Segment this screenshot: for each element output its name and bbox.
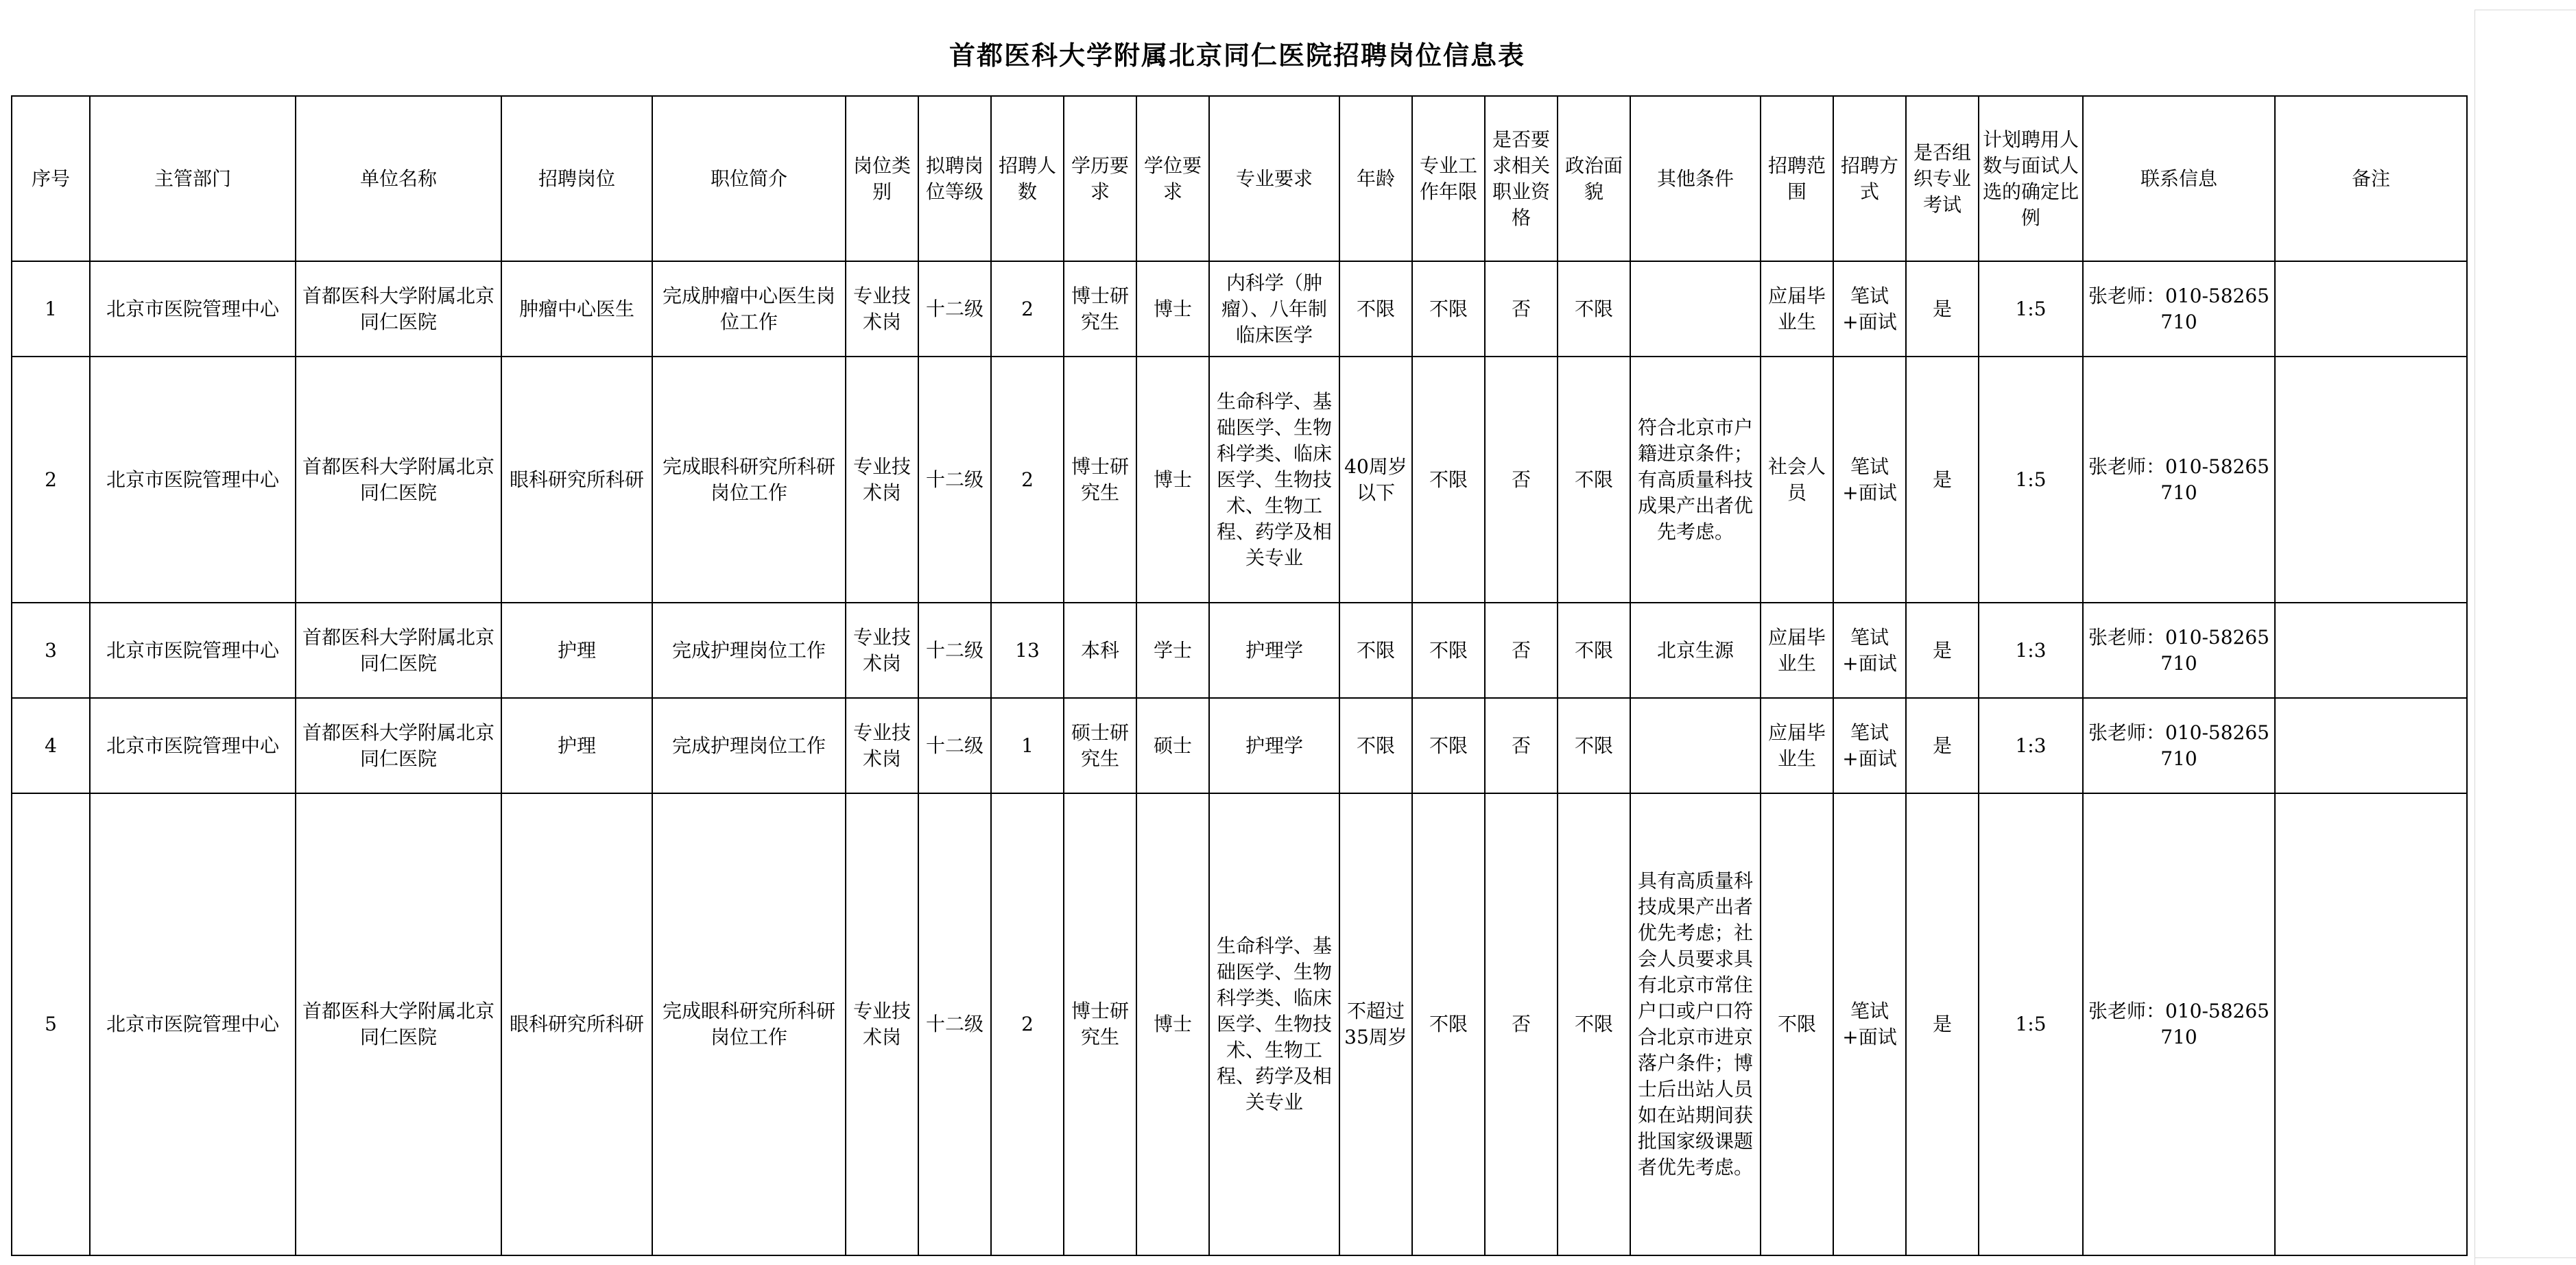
table-cell: 张老师：010-58265710 xyxy=(2083,261,2275,357)
table-cell: 首都医科大学附属北京同仁医院 xyxy=(296,603,501,698)
table-cell: 2 xyxy=(991,793,1064,1255)
table-cell: 博士 xyxy=(1136,357,1209,603)
table-cell: 1:5 xyxy=(1979,793,2083,1255)
column-header: 招聘范围 xyxy=(1761,96,1833,261)
table-cell: 13 xyxy=(991,603,1064,698)
column-header: 备注 xyxy=(2275,96,2467,261)
table-cell: 完成护理岗位工作 xyxy=(652,603,846,698)
table-cell: 完成眼科研究所科研岗位工作 xyxy=(652,357,846,603)
table-cell: 不限 xyxy=(1412,793,1485,1255)
table-cell: 北京市医院管理中心 xyxy=(90,603,296,698)
table-cell: 是 xyxy=(1906,357,1979,603)
column-header: 计划聘用人数与面试人选的确定比例 xyxy=(1979,96,2083,261)
table-cell: 首都医科大学附属北京同仁医院 xyxy=(296,261,501,357)
table-cell: 十二级 xyxy=(918,357,991,603)
table-cell xyxy=(2275,698,2467,793)
table-cell: 不限 xyxy=(1558,357,1630,603)
table-cell: 5 xyxy=(12,793,90,1255)
table-cell: 1 xyxy=(991,698,1064,793)
table-cell xyxy=(1630,261,1761,357)
table-cell: 护理 xyxy=(501,603,652,698)
table-cell: 否 xyxy=(1485,793,1558,1255)
header-row xyxy=(12,96,2467,261)
table-cell: 北京市医院管理中心 xyxy=(90,793,296,1255)
table-cell: 本科 xyxy=(1064,603,1136,698)
table-cell: 博士研究生 xyxy=(1064,793,1136,1255)
table-cell: 张老师：010-58265710 xyxy=(2083,698,2275,793)
sheet-edge xyxy=(2474,10,2576,1265)
table-cell: 1:3 xyxy=(1979,698,2083,793)
table-cell: 北京市医院管理中心 xyxy=(90,357,296,603)
table-cell: 4 xyxy=(12,698,90,793)
table-cell: 张老师：010-58265710 xyxy=(2083,603,2275,698)
table-cell: 生命科学、基础医学、生物科学类、临床医学、生物技术、生物工程、药学及相关专业 xyxy=(1209,793,1339,1255)
column-header: 岗位类别 xyxy=(846,96,918,261)
column-header: 政治面貌 xyxy=(1558,96,1630,261)
table-cell: 笔试+面试 xyxy=(1833,261,1906,357)
table-cell: 北京生源 xyxy=(1630,603,1761,698)
table-cell: 不限 xyxy=(1339,261,1412,357)
table-cell xyxy=(2275,357,2467,603)
table-cell: 1:3 xyxy=(1979,603,2083,698)
column-header: 是否组织专业考试 xyxy=(1906,96,1979,261)
table-cell: 十二级 xyxy=(918,603,991,698)
table-cell: 肿瘤中心医生 xyxy=(501,261,652,357)
table-cell xyxy=(1630,698,1761,793)
table-cell: 北京市医院管理中心 xyxy=(90,698,296,793)
column-header: 序号 xyxy=(12,96,90,261)
table-cell: 笔试+面试 xyxy=(1833,698,1906,793)
table-cell: 不限 xyxy=(1339,698,1412,793)
table-cell: 首都医科大学附属北京同仁医院 xyxy=(296,357,501,603)
table-cell: 1:5 xyxy=(1979,261,2083,357)
table-row xyxy=(12,698,2467,793)
table-cell: 不限 xyxy=(1412,698,1485,793)
table-cell: 学士 xyxy=(1136,603,1209,698)
table-cell: 否 xyxy=(1485,603,1558,698)
table-cell: 40周岁以下 xyxy=(1339,357,1412,603)
table-cell xyxy=(2275,793,2467,1255)
table-cell: 是 xyxy=(1906,793,1979,1255)
table-cell: 2 xyxy=(12,357,90,603)
table-cell: 博士 xyxy=(1136,793,1209,1255)
table-cell: 不超过35周岁 xyxy=(1339,793,1412,1255)
table-cell: 内科学（肿瘤）、八年制临床医学 xyxy=(1209,261,1339,357)
table-cell: 博士研究生 xyxy=(1064,357,1136,603)
table-cell: 笔试+面试 xyxy=(1833,603,1906,698)
sheet-edge-line xyxy=(2474,1257,2576,1258)
table-cell: 北京市医院管理中心 xyxy=(90,261,296,357)
table-cell: 2 xyxy=(991,357,1064,603)
table-cell: 完成眼科研究所科研岗位工作 xyxy=(652,793,846,1255)
table-cell: 博士 xyxy=(1136,261,1209,357)
table-cell: 应届毕业生 xyxy=(1761,698,1833,793)
column-header: 学历要求 xyxy=(1064,96,1136,261)
column-header: 其他条件 xyxy=(1630,96,1761,261)
table-cell: 不限 xyxy=(1558,603,1630,698)
table-cell: 专业技术岗 xyxy=(846,261,918,357)
column-header: 职位简介 xyxy=(652,96,846,261)
column-header: 主管部门 xyxy=(90,96,296,261)
table-cell: 不限 xyxy=(1761,793,1833,1255)
column-header: 联系信息 xyxy=(2083,96,2275,261)
table-cell: 不限 xyxy=(1558,261,1630,357)
table-cell: 社会人员 xyxy=(1761,357,1833,603)
column-header: 是否要求相关职业资格 xyxy=(1485,96,1558,261)
table-cell: 首都医科大学附属北京同仁医院 xyxy=(296,698,501,793)
table-cell: 不限 xyxy=(1412,261,1485,357)
table-cell: 护理 xyxy=(501,698,652,793)
table-cell: 张老师：010-58265710 xyxy=(2083,357,2275,603)
table-row xyxy=(12,357,2467,603)
table-row xyxy=(12,261,2467,357)
table-cell: 不限 xyxy=(1558,698,1630,793)
table-cell: 1 xyxy=(12,261,90,357)
table-cell: 不限 xyxy=(1412,603,1485,698)
table-cell: 完成肿瘤中心医生岗位工作 xyxy=(652,261,846,357)
column-header: 招聘方式 xyxy=(1833,96,1906,261)
table-cell: 应届毕业生 xyxy=(1761,603,1833,698)
table-cell: 1:5 xyxy=(1979,357,2083,603)
table-cell: 完成护理岗位工作 xyxy=(652,698,846,793)
table-cell: 笔试+面试 xyxy=(1833,793,1906,1255)
table-cell xyxy=(2275,603,2467,698)
table-cell xyxy=(2275,261,2467,357)
column-header: 年龄 xyxy=(1339,96,1412,261)
table-cell: 眼科研究所科研 xyxy=(501,357,652,603)
table-cell: 生命科学、基础医学、生物科学类、临床医学、生物技术、生物工程、药学及相关专业 xyxy=(1209,357,1339,603)
column-header: 单位名称 xyxy=(296,96,501,261)
table-cell: 博士研究生 xyxy=(1064,261,1136,357)
table-cell: 是 xyxy=(1906,261,1979,357)
table-cell: 专业技术岗 xyxy=(846,793,918,1255)
table-cell: 不限 xyxy=(1412,357,1485,603)
table-cell: 否 xyxy=(1485,261,1558,357)
table-cell: 护理学 xyxy=(1209,698,1339,793)
table-cell: 专业技术岗 xyxy=(846,698,918,793)
column-header: 招聘岗位 xyxy=(501,96,652,261)
table-cell: 2 xyxy=(991,261,1064,357)
column-header: 拟聘岗位等级 xyxy=(918,96,991,261)
table-cell: 首都医科大学附属北京同仁医院 xyxy=(296,793,501,1255)
table-cell: 十二级 xyxy=(918,793,991,1255)
table-cell: 应届毕业生 xyxy=(1761,261,1833,357)
column-header: 学位要求 xyxy=(1136,96,1209,261)
table-cell: 不限 xyxy=(1558,793,1630,1255)
table-cell: 十二级 xyxy=(918,698,991,793)
table-cell: 是 xyxy=(1906,698,1979,793)
table-row xyxy=(12,793,2467,1255)
recruitment-table xyxy=(11,95,2468,1256)
table-cell: 符合北京市户籍进京条件；有高质量科技成果产出者优先考虑。 xyxy=(1630,357,1761,603)
table-row xyxy=(12,603,2467,698)
column-header: 招聘人数 xyxy=(991,96,1064,261)
table-cell: 不限 xyxy=(1339,603,1412,698)
table-cell: 眼科研究所科研 xyxy=(501,793,652,1255)
table-cell: 否 xyxy=(1485,698,1558,793)
column-header: 专业要求 xyxy=(1209,96,1339,261)
table-cell: 张老师：010-58265710 xyxy=(2083,793,2275,1255)
table-cell: 硕士研究生 xyxy=(1064,698,1136,793)
column-header: 专业工作年限 xyxy=(1412,96,1485,261)
table-cell: 笔试+面试 xyxy=(1833,357,1906,603)
page-title: 首都医科大学附属北京同仁医院招聘岗位信息表 xyxy=(949,40,1525,71)
table-cell: 是 xyxy=(1906,603,1979,698)
table-cell: 护理学 xyxy=(1209,603,1339,698)
table-cell: 十二级 xyxy=(918,261,991,357)
table-cell: 3 xyxy=(12,603,90,698)
table-cell: 具有高质量科技成果产出者优先考虑；社会人员要求具有北京市常住户口或户口符合北京市进京落户条件；博士后出站人员如在站期间获批国家级课题者优先考虑。 xyxy=(1630,793,1761,1255)
table-cell: 专业技术岗 xyxy=(846,357,918,603)
table-cell: 专业技术岗 xyxy=(846,603,918,698)
table-cell: 否 xyxy=(1485,357,1558,603)
table-cell: 硕士 xyxy=(1136,698,1209,793)
